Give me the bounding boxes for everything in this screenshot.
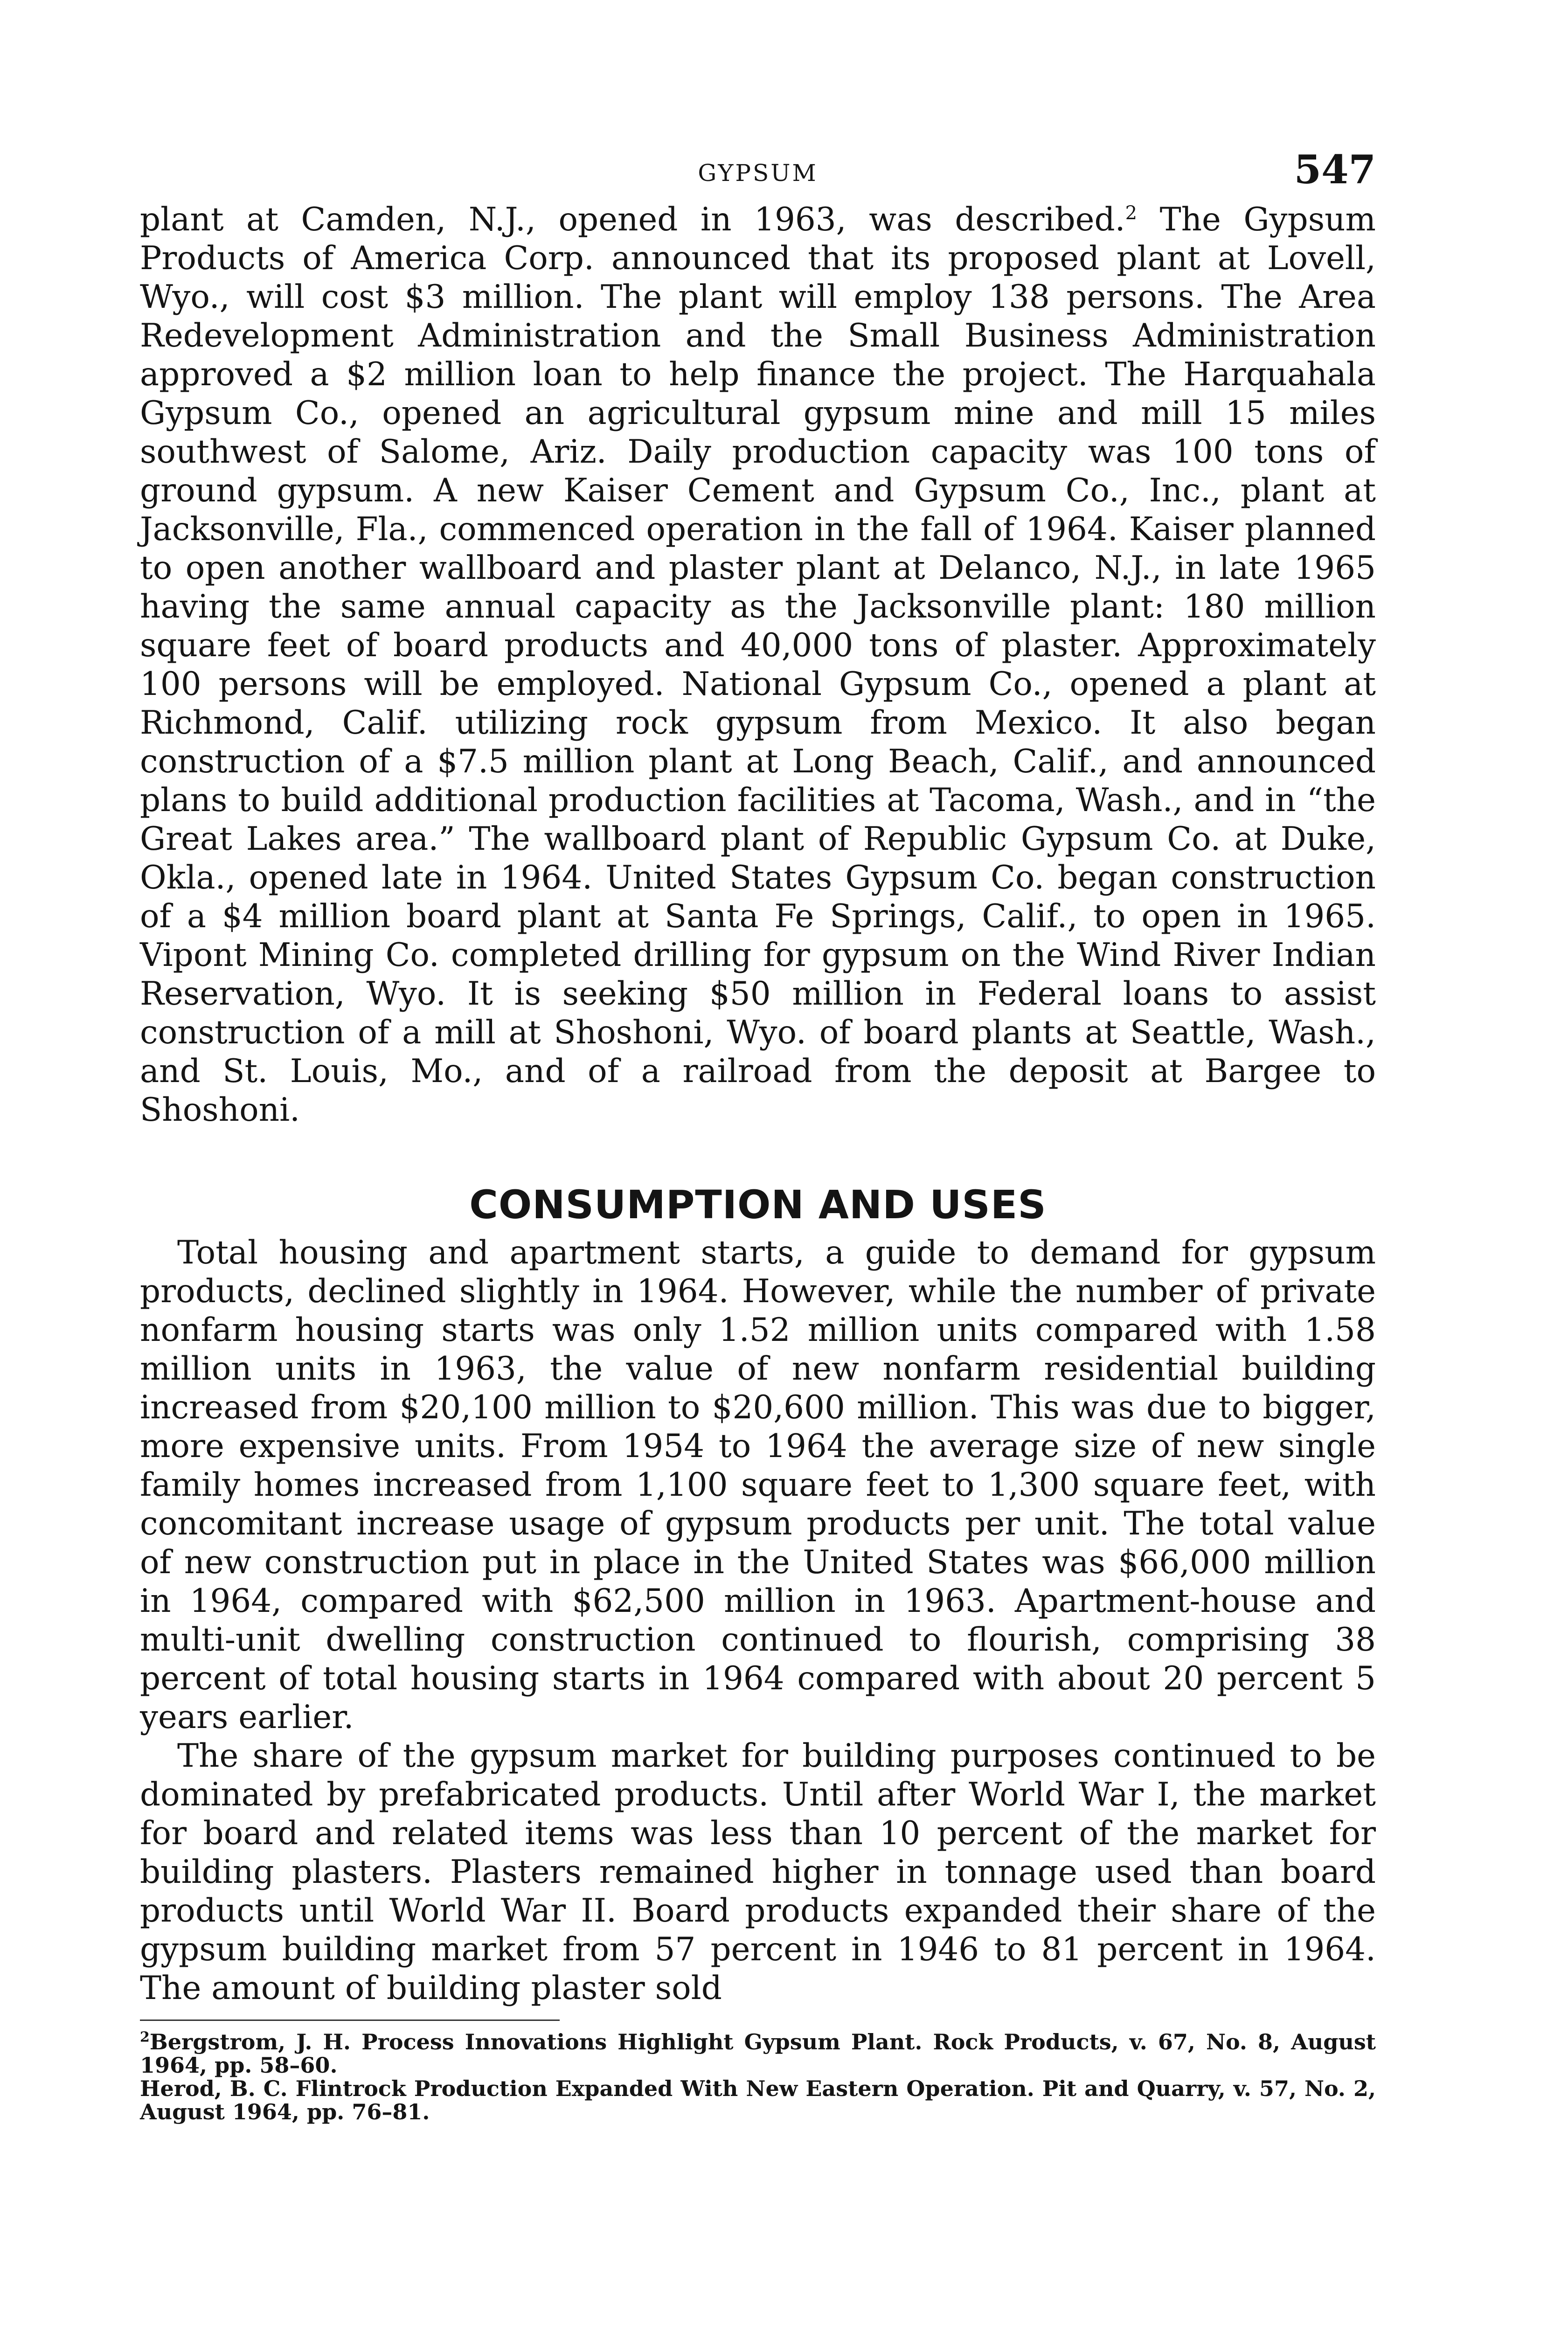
footnote-text: Herod, B. C. Flintrock Production Expanded With New Eastern Operation. Pit and Quarry, v. 57, No. 2, August 1964, pp. 76–81. [140,2076,1376,2124]
main-text [140,201,1376,2008]
intro-text-before-note: plant at Camden, N.J., opened in 1963, was described. [140,201,1125,238]
paragraph: Total housing and apartment starts, a guide to demand for gypsum products, declined slightly in 1964. However, while the number of private nonfarm housing starts was only 1.52 million units compared with 1.58 million units in 1963, the value of new nonfarm residential building increased from $20,100 million to $20,600 million. This was due to bigger, more expensive units. From 1954 to 1964 the average size of new single family homes increased from 1,100 square feet to 1,300 square feet, with concomitant increase usage of gypsum products per unit. The total value of new construction put in place in the United States was $66,000 million in 1964, compared with $62,500 million in 1963. Apartment-house and multi-unit dwelling construction continued to flourish, comprising 38 percent of total housing starts in 1964 compared with about 20 percent 5 years earlier. [140,1234,1376,1736]
footnote-mark: 2 [140,2029,150,2046]
running-head [140,140,1376,201]
running-title: GYPSUM [698,160,818,187]
footnote [140,2077,1376,2124]
footnote-reference: 2 [1125,202,1138,224]
section-heading: CONSUMPTION AND USES [469,1182,1047,1228]
page-number: 547 [1294,146,1376,193]
footnote-text: Bergstrom, J. H. Process Innovations Highlight Gypsum Plant. Rock Products, v. 67, No. 8, August 1964, pp. 58–60. [140,2029,1376,2078]
footnote [140,2030,1376,2077]
intro-paragraph [140,201,1376,1130]
intro-text-after-note: The Gypsum Products of America Corp. announced that its proposed plant at Lovell, Wyo., will cost $3 million. The plant will employ 138 persons. The Area Redevelopment Administration and the Small Business Administration approved a $2 million loan to help finance the project. The Harquahala Gypsum Co., opened an agricultural gypsum mine and mill 15 miles southwest of Salome, Ariz. Daily production capacity was 100 tons of ground gypsum. A new Kaiser Cement and Gypsum Co., Inc., plant at Jacksonville, Fla., commenced operation in the fall of 1964. Kaiser planned to open another wallboard and plaster plant at Delanco, N.J., in late 1965 having the same annual capacity as the Jacksonville plant: 180 million square feet of board products and 40,000 tons of plaster. Approximately 100 persons will be employed. National Gypsum Co., opened a plant at Richmond, Calif. utilizing rock gypsum from Mexico. It also began construction of a $7.5 million plant at Long Beach, Calif., and announced plans to build additional production facilities at Tacoma, Wash., and in “the Great Lakes area.” The wallboard plant of Republic Gypsum Co. at Duke, Okla., opened late in 1964. United States Gypsum Co. began construction of a $4 million board plant at Santa Fe Springs, Calif., to open in 1965. Vipont Mining Co. completed drilling for gypsum on the Wind River Indian Reservation, Wyo. It is seeking $50 million in Federal loans to assist construction of a mill at Shoshoni, Wyo. of board plants at Seattle, Wash., and St. Louis, Mo., and of a railroad from the deposit at Bargee to Shoshoni. [140,201,1376,1129]
footnotes [140,2030,1376,2124]
paragraph: The share of the gypsum market for building purposes continued to be dominated by prefabricated products. Until after World War I, the market for board and related items was less than 10 percent of the market for building plasters. Plasters remained higher in tonnage used than board products until World War II. Board products expanded their share of the gypsum building market from 57 percent in 1946 to 81 percent in 1964. The amount of building plaster sold [140,1737,1376,2007]
document-page [140,140,1376,2124]
footnote-rule [140,2020,560,2021]
